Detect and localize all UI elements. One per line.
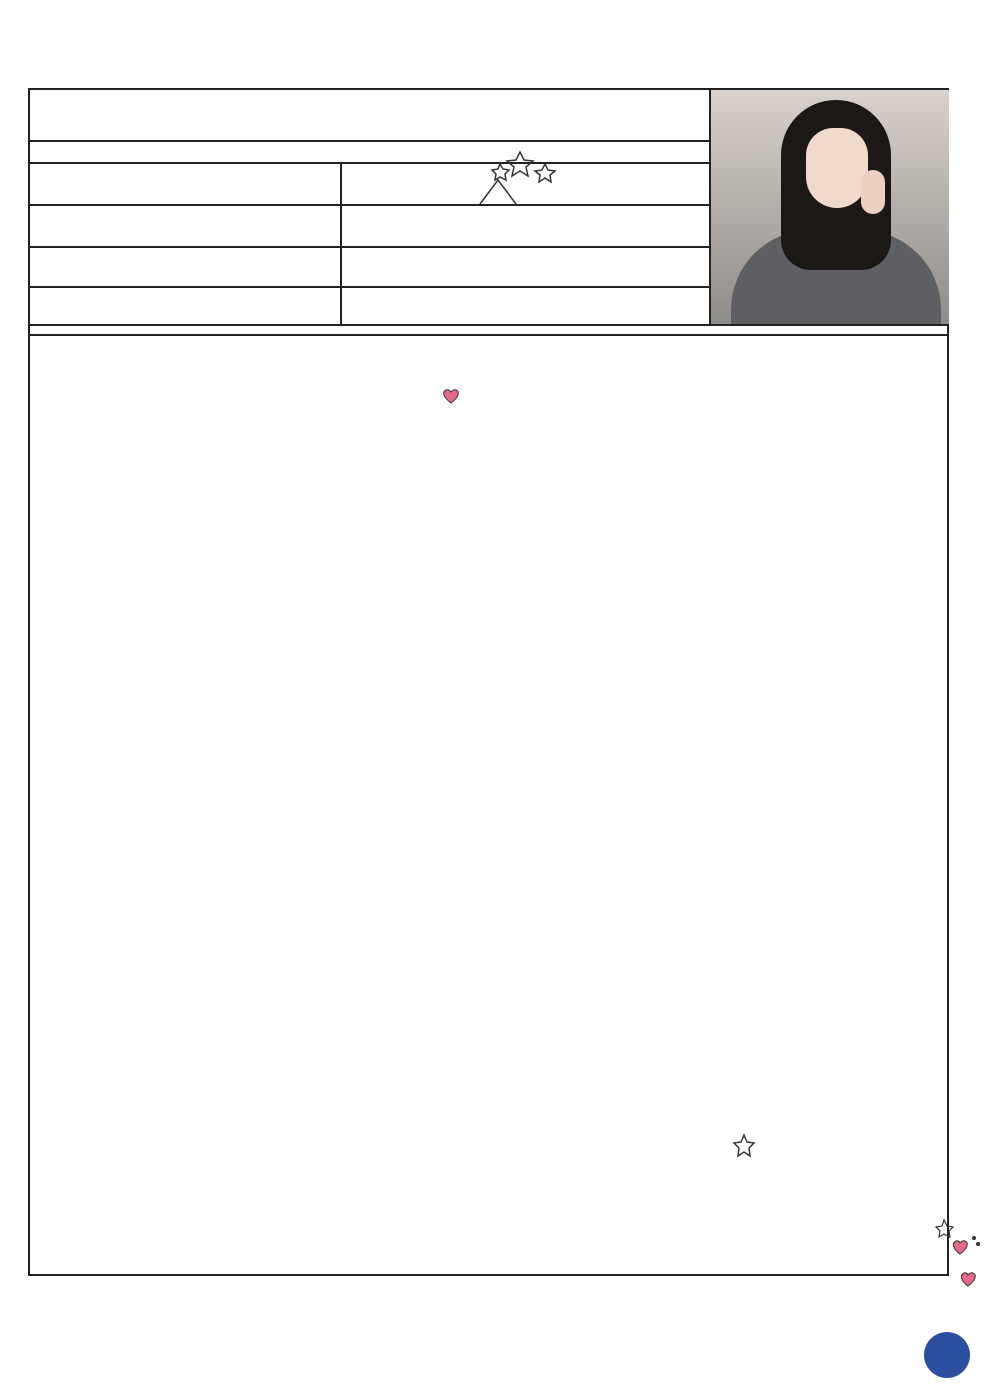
heart-doodle-icon [441,387,461,405]
school-label [32,288,338,324]
name-label [32,164,338,204]
blank-row [30,142,709,164]
row-name [30,164,709,206]
row-school [30,288,949,326]
birthdate-value [352,206,703,246]
star-doodle-icon [732,1133,756,1159]
header-row [30,90,709,142]
birthplace-label [32,248,338,286]
birthdate-label [32,206,338,246]
facebook-logo-icon [924,1332,970,1378]
row-birthplace [30,248,709,288]
profile-sheet [28,88,949,1276]
school-value [352,288,703,324]
hearts-doodle-icon [930,1210,985,1300]
section-gap-1 [30,326,949,336]
row-birthdate [30,206,709,248]
birthplace-value [364,248,703,286]
stars-doodle-icon [460,142,560,212]
